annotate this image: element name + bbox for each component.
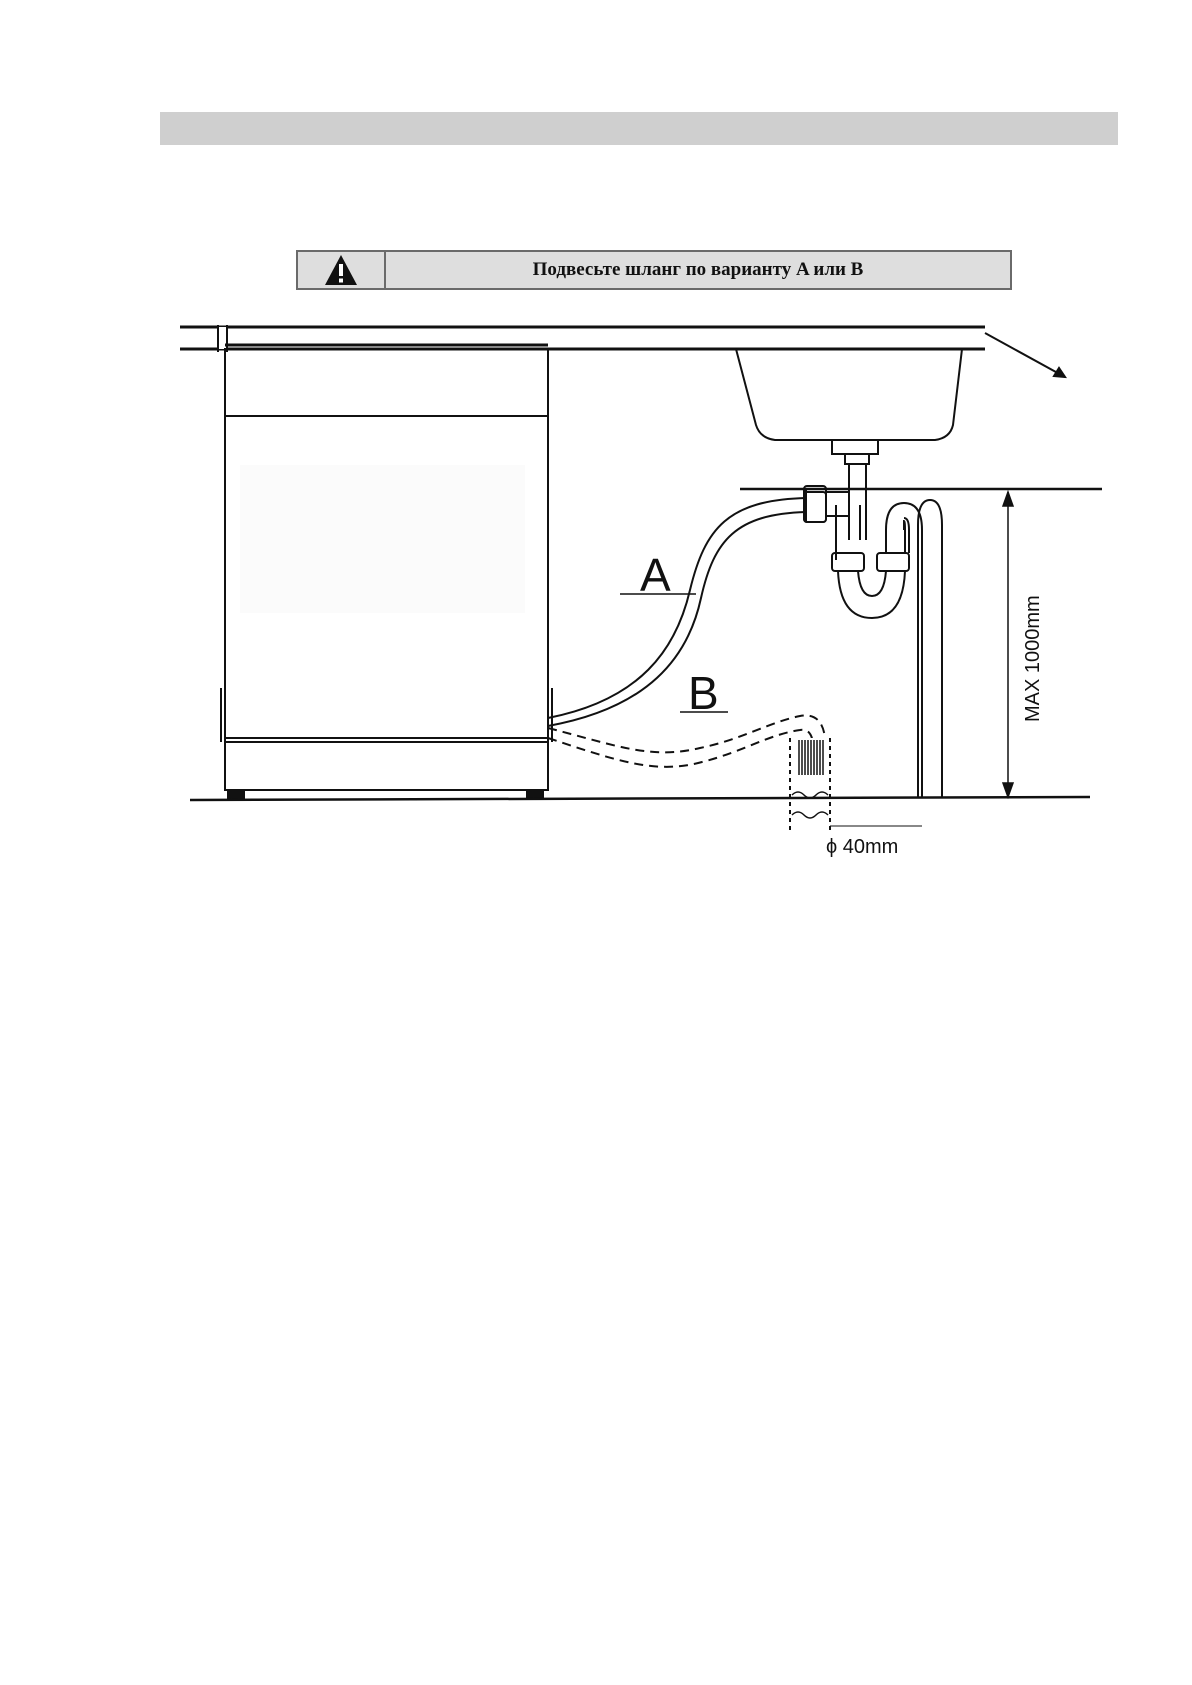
- hose-b-label: B: [688, 667, 719, 719]
- hose-a-label: A: [640, 549, 671, 601]
- countertop: [180, 325, 1065, 377]
- max-height-dimension: [1003, 492, 1013, 797]
- warning-text: Подвесьте шланг по варианту A или B: [532, 259, 864, 280]
- floor: [190, 797, 1090, 800]
- floor-drain-pipe: [790, 738, 922, 832]
- sink: [736, 349, 962, 540]
- dishwasher: [221, 345, 552, 798]
- diameter-label: ϕ 40mm: [826, 836, 899, 858]
- hose-b: [548, 715, 825, 766]
- hose-a: [548, 490, 826, 726]
- max-height-label: MAX 1000mm: [1022, 595, 1044, 722]
